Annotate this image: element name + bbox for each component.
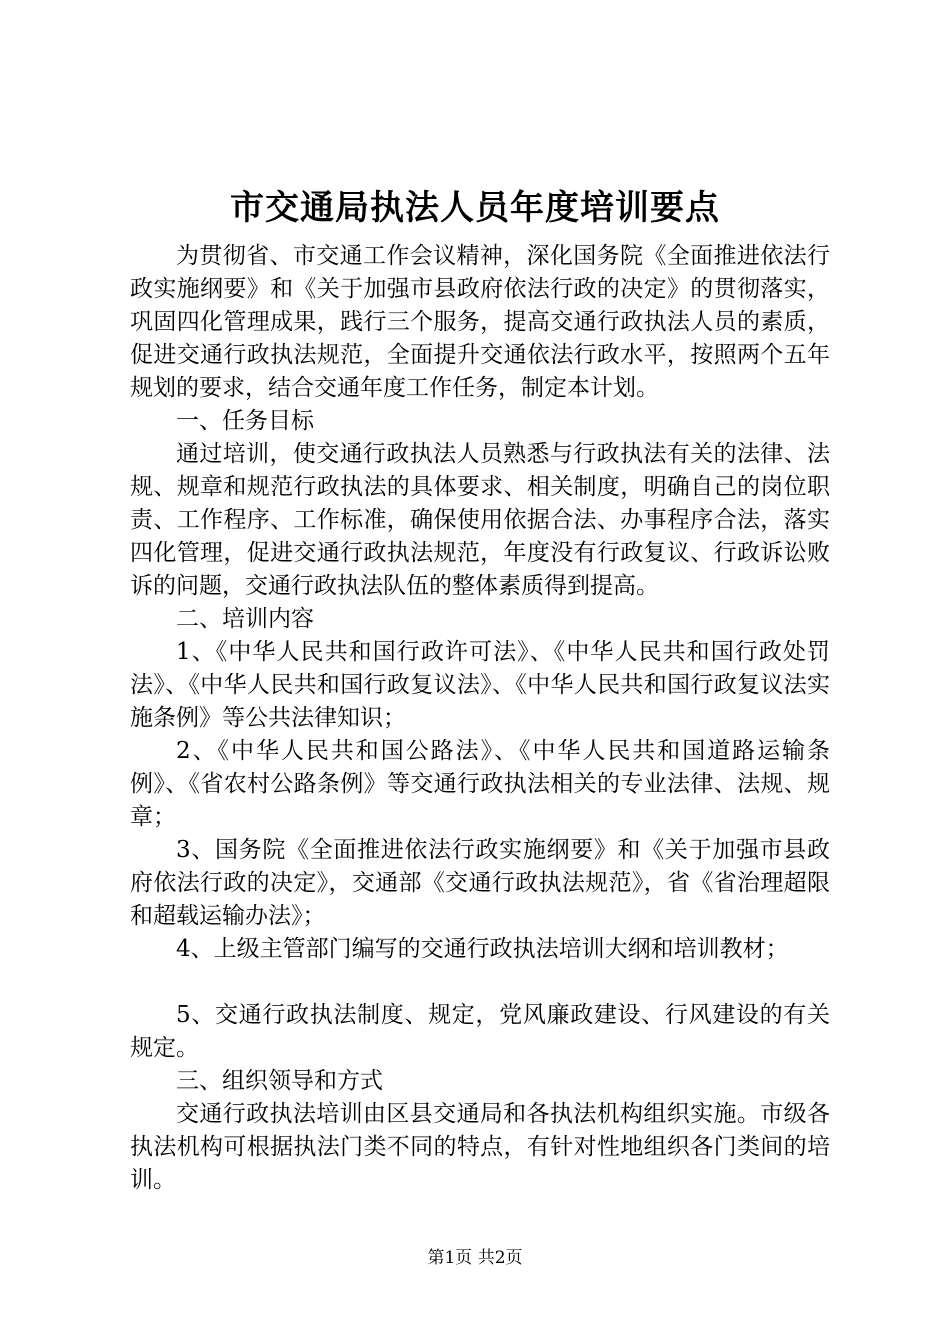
content-item-4: 4、上级主管部门编写的交通行政执法培训大纲和培训教材；	[176, 936, 789, 962]
section-heading-goals: 一、任务目标	[176, 408, 314, 434]
section-heading-content: 二、培训内容	[176, 606, 314, 632]
content-item-5: 5、交通行政执法制度、规定，党风廉政建设、行风建设的有关规定。	[130, 1002, 830, 1061]
organization-paragraph: 交通行政执法培训由区县交通局和各执法机构组织实施。市级各执法机构可根据执法门类不同的特点，有针对性地组织各门类间的培训。	[130, 1101, 830, 1193]
section-heading-organization: 三、组织领导和方式	[176, 1068, 383, 1094]
document-title: 市交通局执法人员年度培训要点	[230, 188, 720, 228]
goals-paragraph: 通过培训，使交通行政执法人员熟悉与行政执法有关的法律、法规、规章和规范行政执法的具体要求、相关制度，明确自己的岗位职责、工作程序、工作标准，确保使用依据合法、办事程序合法，落实四化管理，促进交通行政执法规范，年度没有行政复议、行政诉讼败诉的问题，交通行政执法队伍的整体素质得到提高。	[130, 441, 830, 599]
content-item-2: 2、《中华人民共和国公路法》、《中华人民共和国道路运输条例》、《省农村公路条例》等交通行政执法相关的专业法律、法规、规章；	[130, 738, 830, 830]
blank-line	[130, 966, 830, 999]
document-body	[130, 240, 830, 1197]
content-item-3: 3、国务院《全面推进依法行政实施纲要》和《关于加强市县政府依法行政的决定》，交通部《交通行政执法规范》，省《省治理超限和超载运输办法》；	[130, 837, 830, 929]
page-footer: 第1页 共2页	[427, 1248, 523, 1268]
content-item-1: 1、《中华人民共和国行政许可法》、《中华人民共和国行政处罚法》、《中华人民共和国行政复议法》、《中华人民共和国行政复议法实施条例》等公共法律知识；	[130, 639, 830, 731]
intro-paragraph: 为贯彻省、市交通工作会议精神，深化国务院《全面推进依法行政实施纲要》和《关于加强市县政府依法行政的决定》的贯彻落实，巩固四化管理成果，践行三个服务，提高交通行政执法人员的素质，促进交通行政执法规范，全面提升交通依法行政水平，按照两个五年规划的要求，结合交通年度工作任务，制定本计划。	[130, 243, 830, 401]
